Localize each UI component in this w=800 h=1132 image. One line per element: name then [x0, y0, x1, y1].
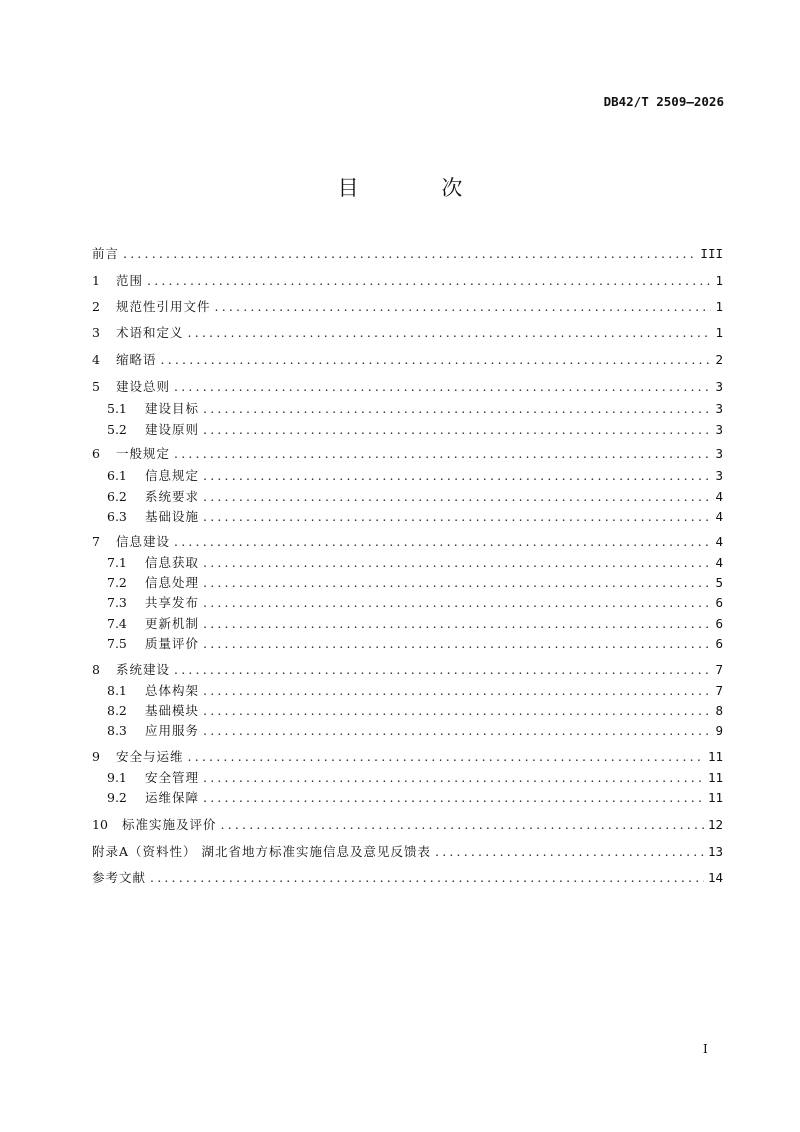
document-code: DB42/T 2509—2026 — [603, 94, 724, 109]
toc-entry-label: 应用服务 — [145, 723, 200, 738]
toc-entry-page: 4 — [715, 509, 723, 524]
toc-entry-number: 7.2 — [107, 575, 127, 590]
toc-entry-number: 7.1 — [107, 555, 127, 570]
dot-leader — [203, 723, 711, 739]
toc-entry-page: 12 — [707, 817, 723, 832]
toc-entry[interactable] — [107, 595, 723, 611]
toc-entry[interactable] — [92, 817, 723, 833]
toc-entry-page: 1 — [715, 325, 723, 340]
toc-entry-label: 术语和定义 — [116, 325, 184, 340]
dot-leader — [174, 446, 711, 462]
toc-entry[interactable] — [107, 401, 723, 417]
toc-entry-page: 11 — [707, 790, 723, 805]
toc-entry[interactable] — [107, 468, 723, 484]
toc-entry-label: 建设总则 — [116, 379, 171, 394]
toc-entry-page: 4 — [715, 555, 723, 570]
toc-entry-label: 更新机制 — [145, 616, 200, 631]
toc-entry[interactable] — [92, 325, 723, 341]
toc-entry-page: 5 — [715, 575, 723, 590]
toc-entry-number: 3 — [92, 325, 100, 340]
toc-entry-number: 6 — [92, 446, 100, 461]
toc-entry[interactable] — [92, 870, 723, 886]
toc-entry-label: 规范性引用文件 — [116, 299, 211, 314]
dot-leader — [123, 246, 696, 262]
dot-leader — [174, 379, 711, 395]
toc-entry-page: 1 — [715, 273, 723, 288]
toc-entry-label: 系统建设 — [116, 662, 171, 677]
toc-entry[interactable] — [107, 770, 723, 786]
dot-leader — [203, 616, 711, 632]
toc-entry-page: 3 — [715, 446, 723, 461]
toc-entry-page: 6 — [715, 616, 723, 631]
toc-entry[interactable] — [92, 662, 723, 678]
toc-entry-page: 11 — [707, 749, 723, 764]
toc-entry[interactable] — [92, 446, 723, 462]
toc-entry-label: 信息处理 — [145, 575, 200, 590]
dot-leader — [203, 770, 704, 786]
toc-entry[interactable] — [107, 575, 723, 591]
toc-entry-number: 9 — [92, 749, 100, 764]
toc-entry-number: 7.3 — [107, 595, 127, 610]
toc-entry-label: 建设原则 — [145, 422, 200, 437]
toc-entry-number: 7 — [92, 534, 100, 549]
toc-entry-label: 信息建设 — [116, 534, 171, 549]
toc-entry-page: 1 — [715, 299, 723, 314]
toc-entry-page: 7 — [715, 683, 723, 698]
dot-leader — [203, 683, 711, 699]
toc-entry[interactable] — [92, 534, 723, 550]
dot-leader — [203, 468, 711, 484]
toc-entry-label: 缩略语 — [116, 352, 157, 367]
toc-entry-page: 3 — [715, 401, 723, 416]
dot-leader — [147, 273, 711, 289]
toc-entry-number: 2 — [92, 299, 100, 314]
toc-entry-number: 6.2 — [107, 489, 127, 504]
dot-leader — [150, 870, 704, 886]
toc-entry-number: 7.4 — [107, 616, 127, 631]
toc-entry[interactable] — [107, 555, 723, 571]
dot-leader — [188, 325, 712, 341]
toc-entry[interactable] — [107, 703, 723, 719]
page-title: 目 次 — [337, 176, 501, 200]
toc-entry-label: 附录A（资料性） 湖北省地方标准实施信息及意见反馈表 — [92, 844, 432, 859]
toc-entry-page: 14 — [707, 870, 723, 885]
toc-entry-label: 系统要求 — [145, 489, 200, 504]
toc-entry-number: 9.1 — [107, 770, 127, 785]
dot-leader — [203, 703, 711, 719]
toc-entry[interactable] — [92, 273, 723, 289]
toc-entry-label: 标准实施及评价 — [122, 817, 217, 832]
page-number: I — [703, 1042, 708, 1056]
toc-entry-label: 总体构架 — [145, 683, 200, 698]
toc-entry[interactable] — [107, 636, 723, 652]
toc-entry[interactable] — [107, 422, 723, 438]
dot-leader — [203, 636, 711, 652]
toc-entry-number: 8 — [92, 662, 100, 677]
toc-entry[interactable] — [92, 352, 723, 368]
toc-entry[interactable] — [107, 489, 723, 505]
toc-entry-number: 5.2 — [107, 422, 127, 437]
toc-entry-number: 7.5 — [107, 636, 127, 651]
toc-entry-label: 运维保障 — [145, 790, 200, 805]
dot-leader — [174, 534, 711, 550]
toc-entry-label: 安全管理 — [145, 770, 200, 785]
toc-entry-label: 基础设施 — [145, 509, 200, 524]
toc-entry-number: 10 — [92, 817, 108, 832]
toc-entry-label: 前言 — [92, 246, 120, 261]
dot-leader — [188, 749, 704, 765]
dot-leader — [203, 509, 711, 525]
toc-entry-number: 9.2 — [107, 790, 127, 805]
toc-entry-label: 范围 — [116, 273, 144, 288]
toc-entry[interactable] — [107, 509, 723, 525]
toc-entry-page: 6 — [715, 636, 723, 651]
toc-entry-number: 1 — [92, 273, 100, 288]
toc-entry-page: 13 — [707, 844, 723, 859]
dot-leader — [215, 299, 712, 315]
toc-entry-label: 参考文献 — [92, 870, 147, 885]
toc-entry-page: 11 — [707, 770, 723, 785]
toc-entry-page: 3 — [715, 468, 723, 483]
dot-leader — [161, 352, 712, 368]
toc-entry-label: 质量评价 — [145, 636, 200, 651]
toc-entry-page: 2 — [715, 352, 723, 367]
toc-entry-label: 一般规定 — [116, 446, 171, 461]
toc-entry-label: 信息获取 — [145, 555, 200, 570]
toc-entry-label: 共享发布 — [145, 595, 200, 610]
toc-entry-number: 5 — [92, 379, 100, 394]
toc-entry-page: 4 — [715, 489, 723, 504]
toc-entry-label: 安全与运维 — [116, 749, 184, 764]
dot-leader — [435, 844, 704, 860]
toc-entry[interactable] — [92, 844, 723, 860]
dot-leader — [203, 489, 711, 505]
toc-entry-number: 6.1 — [107, 468, 127, 483]
toc-entry-number: 8.3 — [107, 723, 127, 738]
dot-leader — [221, 817, 704, 833]
toc-entry-number: 4 — [92, 352, 100, 367]
dot-leader — [203, 595, 711, 611]
dot-leader — [203, 575, 711, 591]
toc-entry[interactable] — [107, 790, 723, 806]
toc-entry[interactable] — [92, 246, 723, 262]
toc-entry[interactable] — [92, 379, 723, 395]
toc-entry-page: III — [700, 246, 723, 261]
dot-leader — [203, 401, 711, 417]
dot-leader — [203, 790, 704, 806]
toc-entry[interactable] — [92, 299, 723, 315]
dot-leader — [203, 555, 711, 571]
toc-entry-page: 3 — [715, 422, 723, 437]
toc-entry-label: 信息规定 — [145, 468, 200, 483]
toc-entry[interactable] — [107, 683, 723, 699]
toc-entry-page: 7 — [715, 662, 723, 677]
toc-entry[interactable] — [92, 749, 723, 765]
toc-entry-number: 8.2 — [107, 703, 127, 718]
toc-entry-page: 4 — [715, 534, 723, 549]
toc-entry-label: 基础模块 — [145, 703, 200, 718]
toc-entry[interactable] — [107, 723, 723, 739]
dot-leader — [203, 422, 711, 438]
toc-entry-page: 3 — [715, 379, 723, 394]
toc-entry-number: 5.1 — [107, 401, 127, 416]
toc-entry-page: 8 — [715, 703, 723, 718]
toc-entry-number: 8.1 — [107, 683, 127, 698]
toc-entry-page: 9 — [715, 723, 723, 738]
dot-leader — [174, 662, 711, 678]
toc-entry[interactable] — [107, 616, 723, 632]
toc-entry-page: 6 — [715, 595, 723, 610]
toc-entry-label: 建设目标 — [145, 401, 200, 416]
toc-entry-number: 6.3 — [107, 509, 127, 524]
